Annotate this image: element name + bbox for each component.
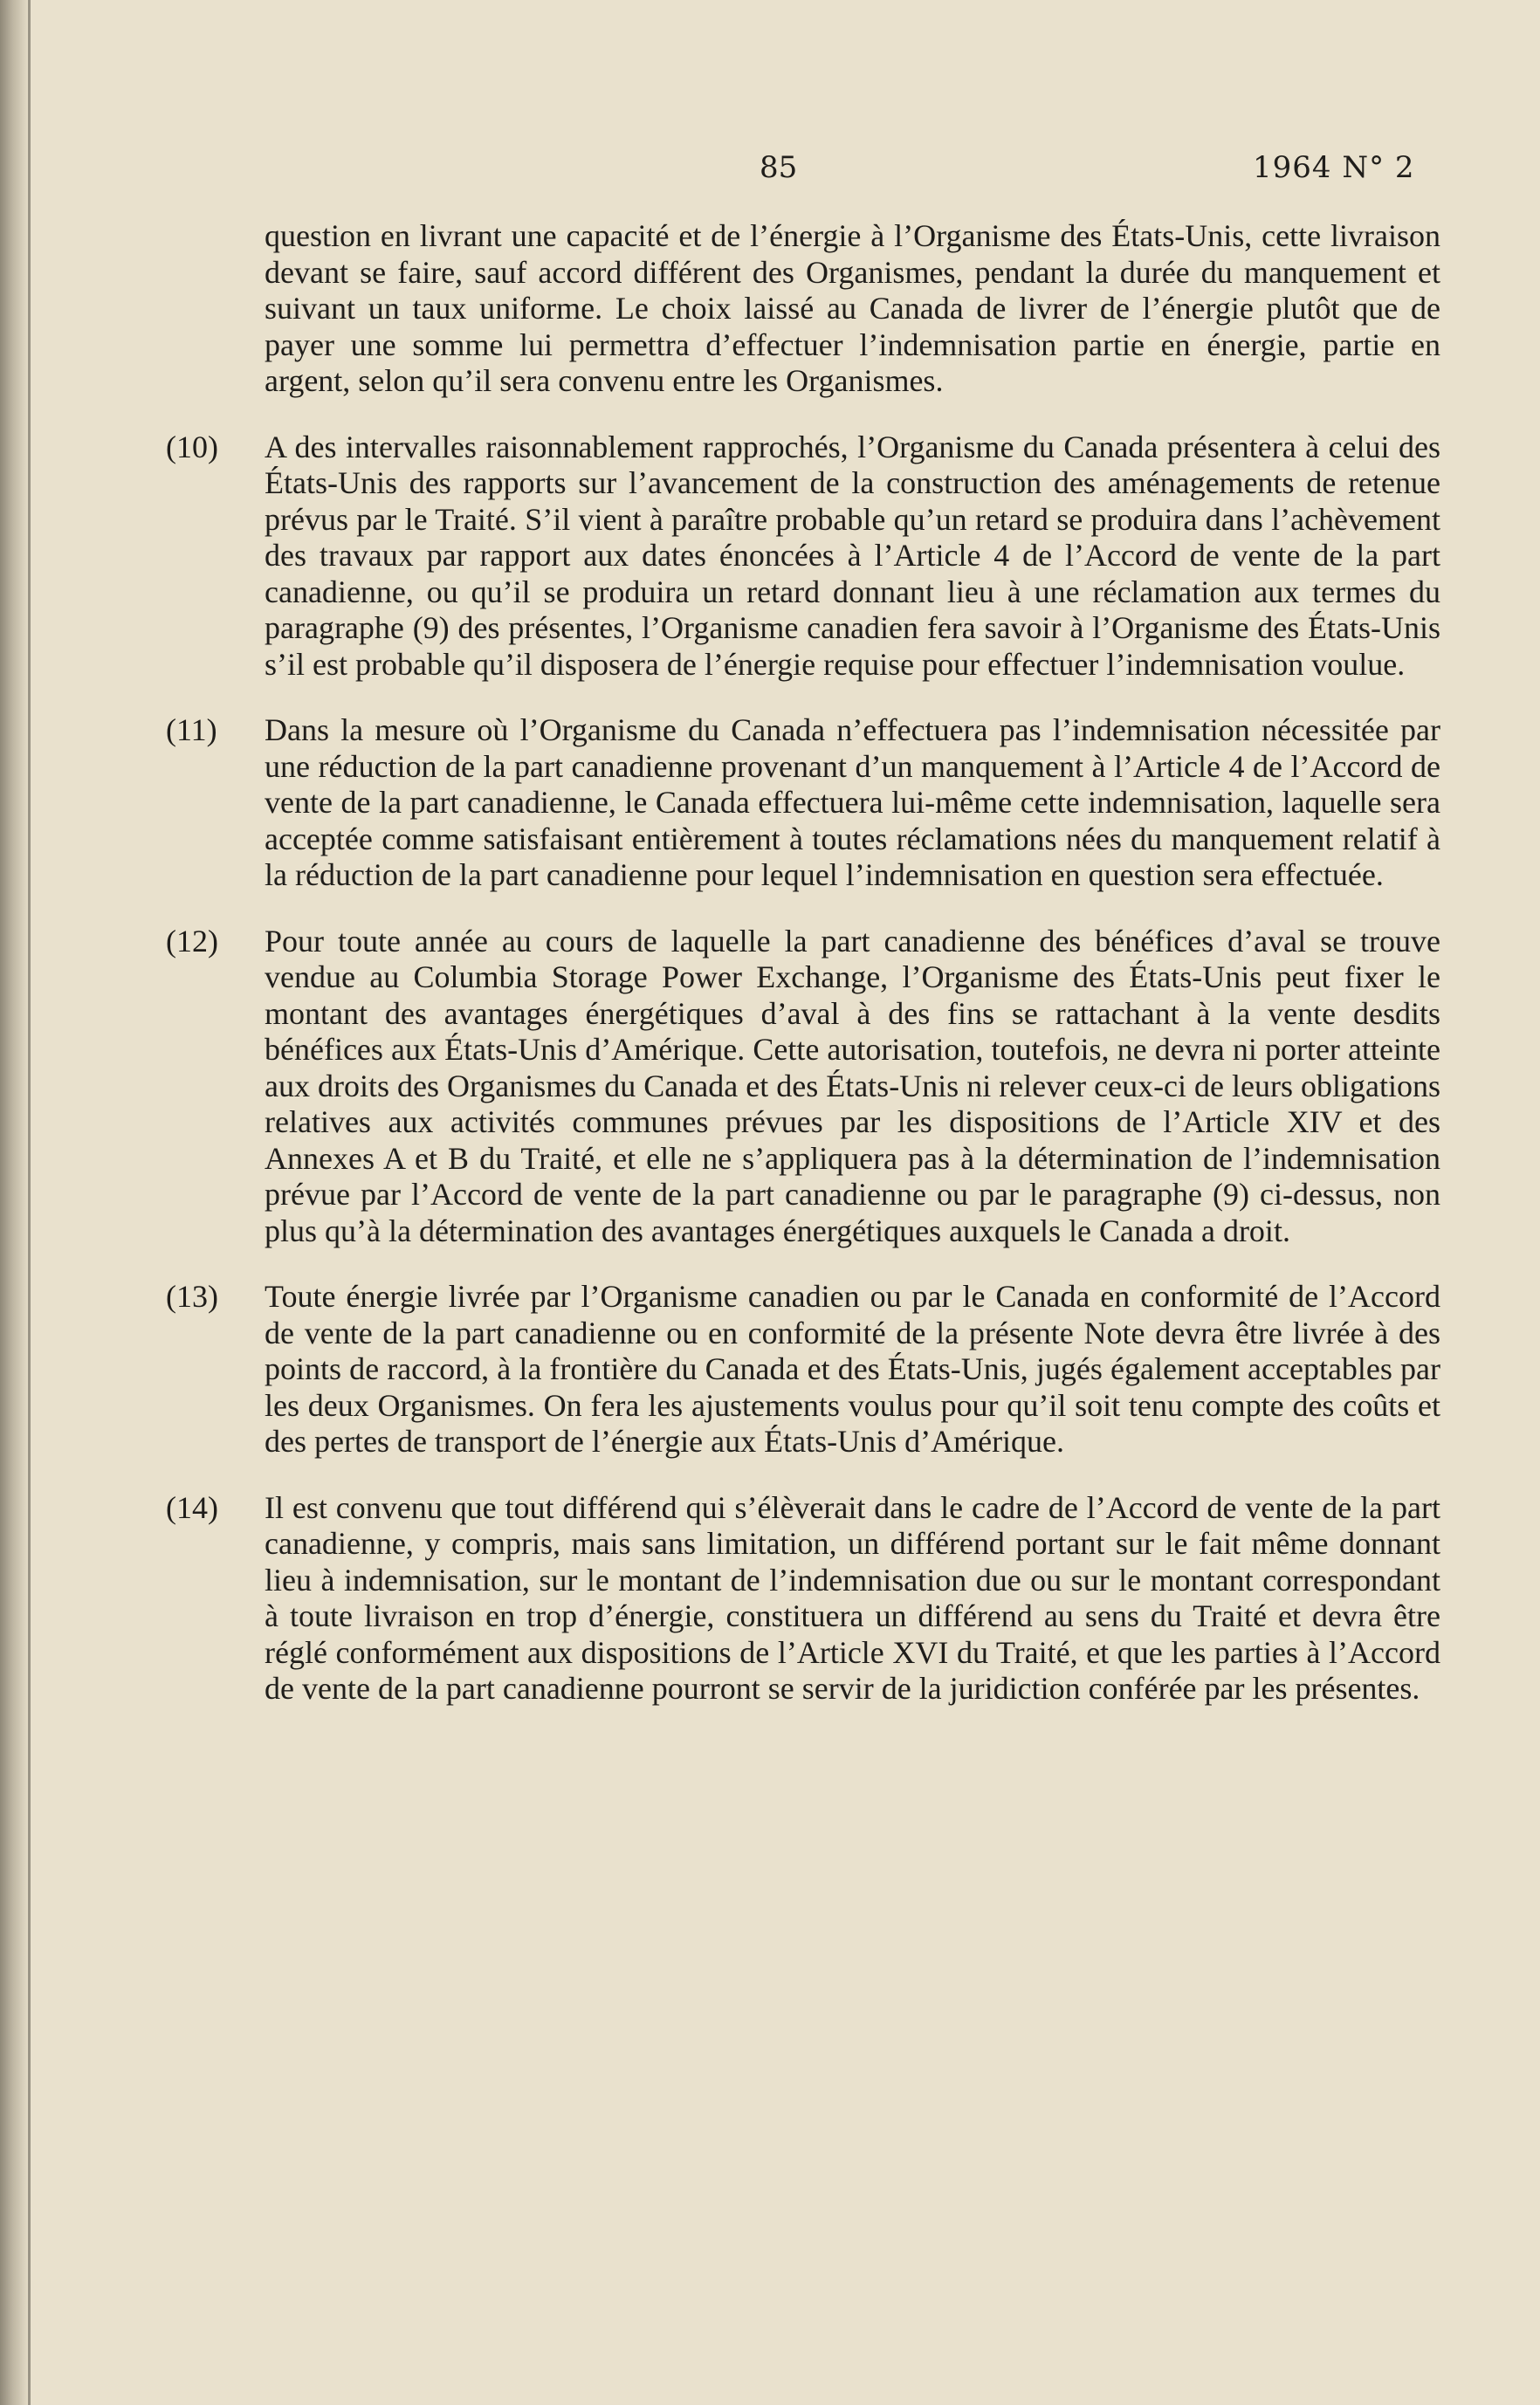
paragraph-14 [166,1490,1440,1708]
paragraph-number: (10) [166,429,218,464]
paragraph-text: A des intervalles raisonnablement rapprochés, l’Organisme du Canada présentera à celui des États-Unis des rapports sur l’avancement de la construction des aménagements de retenue prévus par le Traité. S’il vient à paraître probable qu’un retard se produira dans l’achèvement des travaux par rapport aux dates énoncées à l’Article 4 de l’Accord de vente de la part canadienne, ou qu’il se produira un retard donnant lieu à une réclamation aux termes du paragraphe (9) des présentes, l’Organisme canadien fera savoir à l’Organisme des États-Unis s’il est probable qu’il disposera de l’énergie requise pour effectuer l’indemnisation voulue. [265,429,1440,682]
paragraph-11 [166,712,1440,894]
document-body [166,218,1440,1737]
paragraph-10 [166,429,1440,684]
paragraph-text: Pour toute année au cours de laquelle la part canadienne des bénéfices d’aval se trouve vendue au Columbia Storage Power Exchange, l’Organisme des États-Unis peut fixer le montant des avantages énergétiques d’aval à des fins se rattachant à la vente desdits bénéfices aux États-Unis d’Amérique. Cette autorisation, toutefois, ne devra ni porter atteinte aux droits des Organismes du Canada et des États-Unis ni relever ceux-ci de leurs obligations relatives aux activités communes prévues par les dispositions de l’Article XIV et des Annexes A et B du Traité, et elle ne s’appliquera pas à la détermination de l’indemnisation prévue par l’Accord de vente de la part canadienne ou par le paragraphe (9) ci-dessus, non plus qu’à la détermination des avantages énergétiques auxquels le Canada a droit. [265,923,1440,1248]
paragraph-text: question en livrant une capacité et de l’énergie à l’Organisme des États-Unis, cette livraison devant se faire, sauf accord différent des Organismes, pendant la durée du manquement et suivant un taux uniforme. Le choix laissé au Canada de livrer de l’énergie plutôt que de payer une somme lui permettra d’effectuer l’indemnisation partie en énergie, partie en argent, selon qu’il sera convenu entre les Organismes. [265,218,1440,398]
paragraph-number: (13) [166,1279,218,1314]
paragraph-13 [166,1279,1440,1460]
paragraph-text: Dans la mesure où l’Organisme du Canada n’effectuera pas l’indemnisation nécessitée par une réduction de la part canadienne provenant d’un manquement à l’Article 4 de l’Accord de vente de la part canadienne, le Canada effectuera lui-même cette indemnisation, laquelle sera acceptée comme satisfaisant entièrement à toutes réclamations nées du manquement relatif à la réduction de la part canadienne pour lequel l’indemnisation en question sera effectuée. [265,712,1440,892]
paragraph-continuation [166,218,1440,400]
paragraph-text: Il est convenu que tout différend qui s’élèverait dans le cadre de l’Accord de vente de la part canadienne, y compris, mais sans limitation, un différend portant sur le fait même donnant lieu à indemnisation, sur le montant de l’indemnisation due ou sur le montant correspondant à toute livraison en trop d’énergie, constituera un différend au sens du Traité et devra être réglé conformément aux dispositions de l’Article XVI du Traité, et que les parties à l’Accord de vente de la part canadienne pourront se servir de la juridiction conférée par les présentes. [265,1489,1440,1706]
paragraph-12 [166,924,1440,1250]
paragraph-number: (11) [166,712,217,747]
page-header [0,150,1540,194]
paragraph-number: (12) [166,923,218,959]
paragraph-number: (14) [166,1489,218,1525]
document-year-label: 1964 N° 2 [1253,150,1415,185]
page-number: 85 [760,150,798,185]
page-binding-edge [0,0,28,2405]
page-binding-line [28,0,31,2405]
paragraph-text: Toute énergie livrée par l’Organisme canadien ou par le Canada en conformité de l’Accord de vente de la part canadienne ou en conformité de la présente Note devra être livrée à des points de raccord, à la frontière du Canada et des États-Unis, jugés également acceptables par les deux Organismes. On fera les ajustements voulus pour qu’il soit tenu compte des coûts et des pertes de transport de l’énergie aux États-Unis d’Amérique. [265,1279,1440,1459]
